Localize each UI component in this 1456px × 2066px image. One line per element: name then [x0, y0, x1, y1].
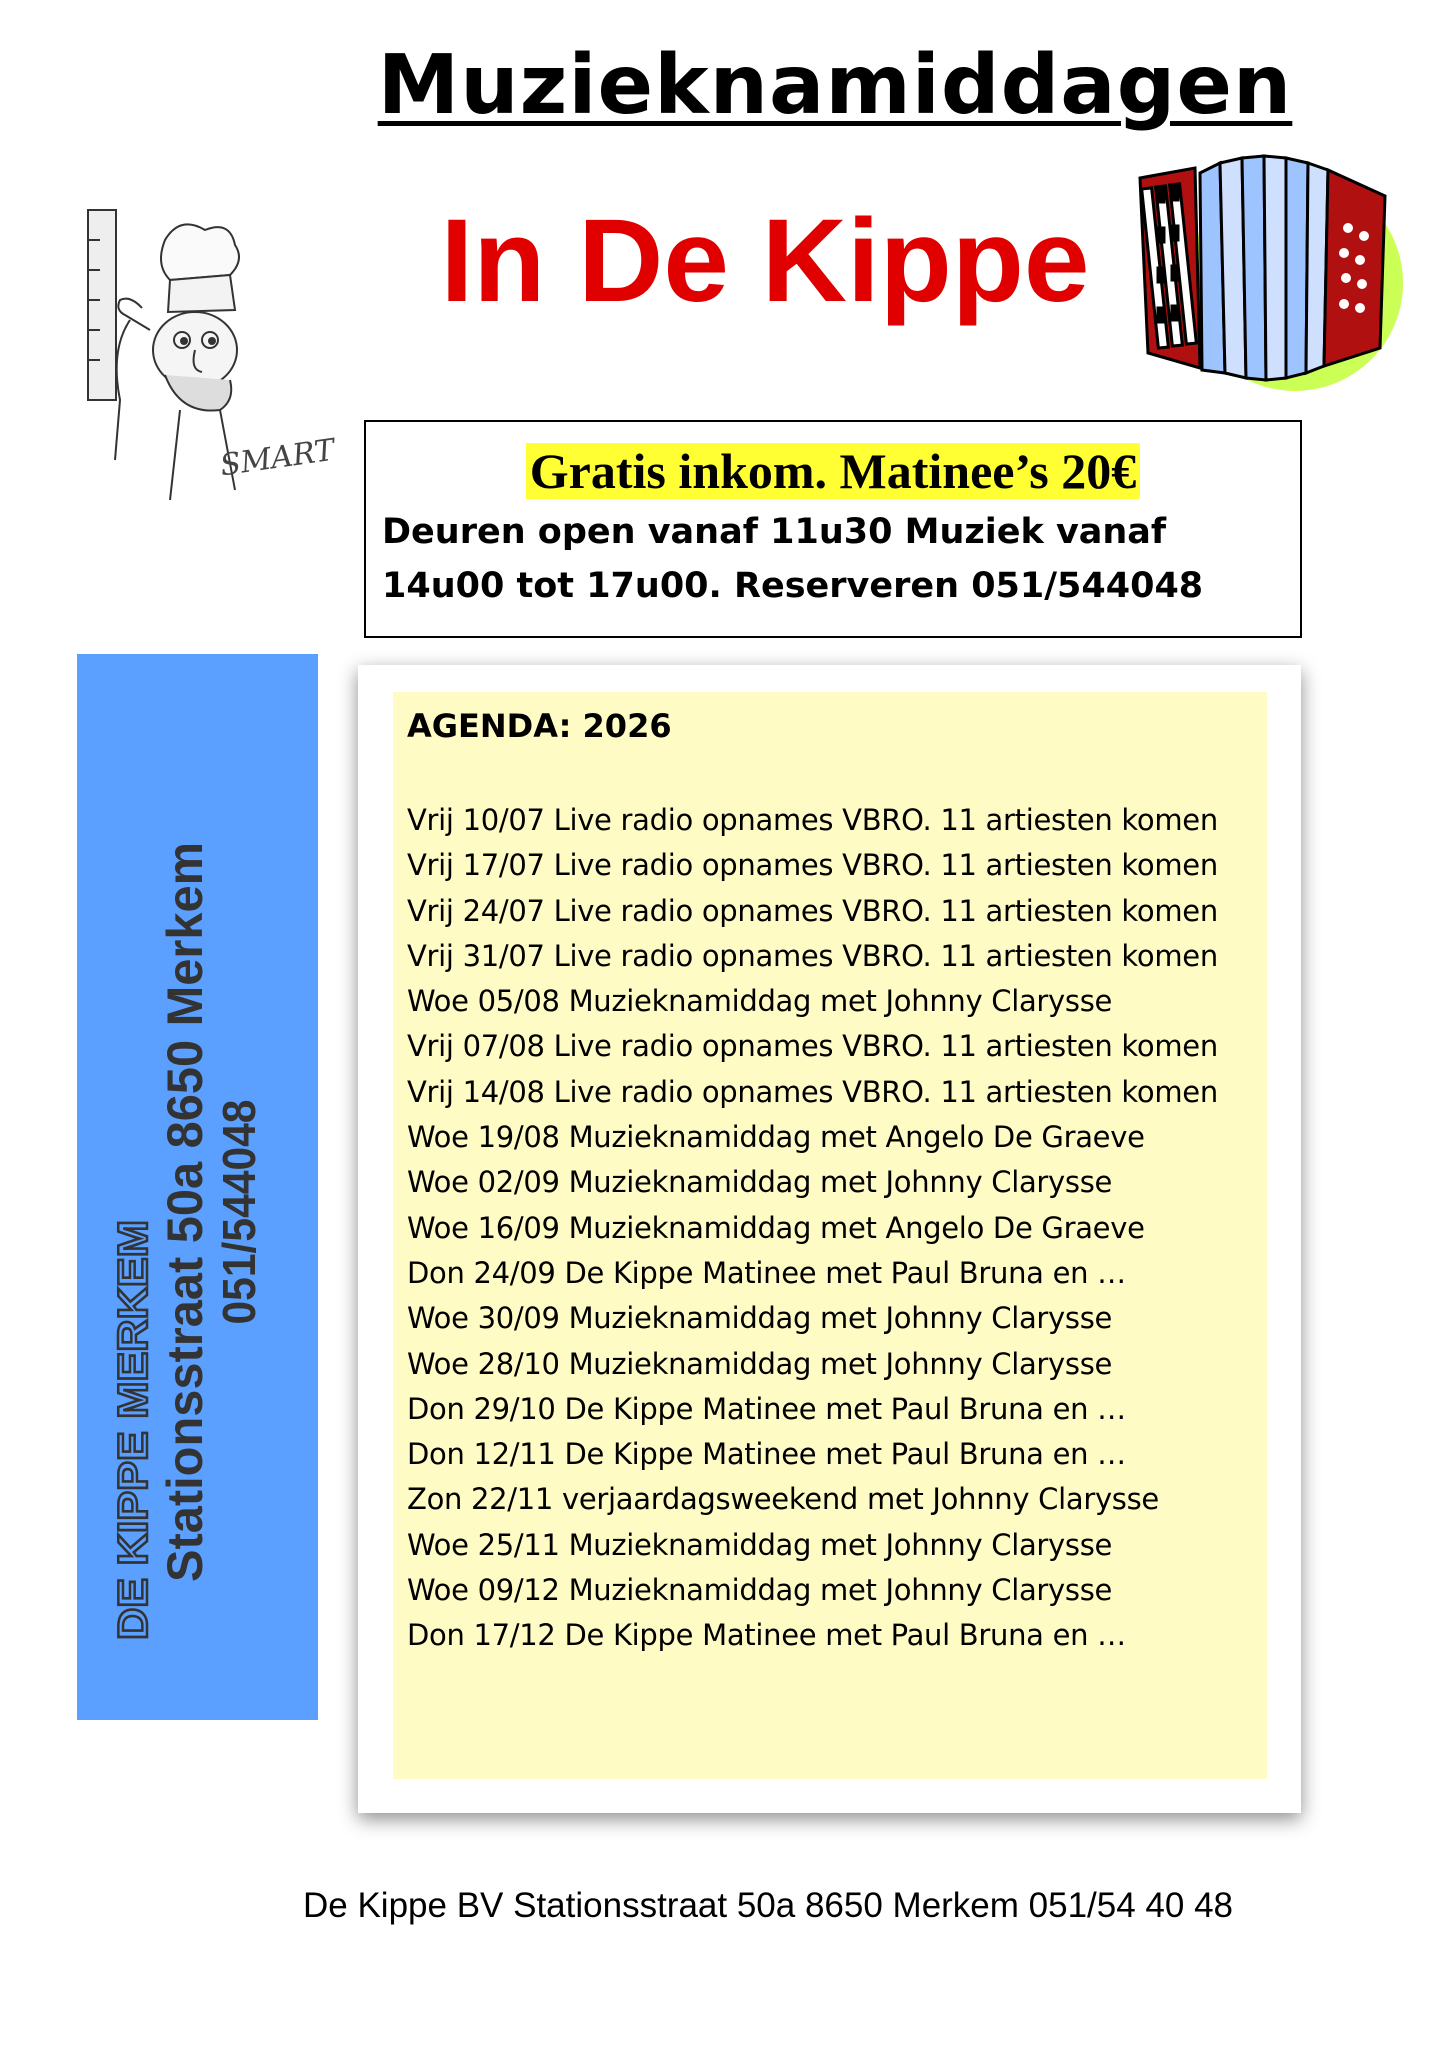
chef-signature: SMART [218, 432, 337, 484]
agenda-item: Woe 19/08 Muzieknamiddag met Angelo De Graeve [407, 1120, 1145, 1155]
chef-sketch-icon [70, 200, 337, 510]
agenda-item: Woe 16/09 Muzieknamiddag met Angelo De Graeve [407, 1210, 1145, 1245]
agenda-item: Don 24/09 De Kippe Matinee met Paul Bruna en … [407, 1255, 1126, 1290]
agenda-list [407, 798, 1218, 1659]
agenda-item: Vrij 31/07 Live radio opnames VBRO. 11 artiesten komen [407, 938, 1218, 973]
opening-hours-line-2: 14u00 tot 17u00. Reserveren 051/544048 [382, 566, 1204, 606]
agenda-item: Don 29/10 De Kippe Matinee met Paul Bruna en … [407, 1391, 1126, 1426]
agenda-heading: AGENDA: 2026 [407, 707, 672, 745]
agenda-item: Woe 02/09 Muzieknamiddag met Johnny Clarysse [407, 1165, 1113, 1200]
page-subtitle: In De Kippe [440, 195, 1090, 327]
agenda-item: Vrij 10/07 Live radio opnames VBRO. 11 artiesten komen [407, 803, 1218, 837]
agenda-item: Woe 25/11 Muzieknamiddag met Johnny Clarysse [407, 1527, 1113, 1562]
agenda-item: Don 12/11 De Kippe Matinee met Paul Bruna en … [407, 1437, 1126, 1472]
agenda-item: Zon 22/11 verjaardagsweekend met Johnny Clarysse [407, 1482, 1159, 1517]
price-highlight: Gratis inkom. Matinee’s 20€ [526, 443, 1140, 499]
agenda-item: Vrij 24/07 Live radio opnames VBRO. 11 artiesten komen [407, 893, 1218, 928]
agenda-item: Vrij 14/08 Live radio opnames VBRO. 11 artiesten komen [407, 1074, 1218, 1109]
agenda-item: Woe 28/10 Muzieknamiddag met Johnny Clarysse [407, 1346, 1113, 1381]
agenda-item: Woe 05/08 Muzieknamiddag met Johnny Clarysse [407, 984, 1113, 1019]
price-line [366, 442, 1300, 500]
agenda-panel [393, 692, 1267, 1779]
agenda-item: Woe 09/12 Muzieknamiddag met Johnny Clarysse [407, 1573, 1113, 1608]
accordion-icon [1130, 148, 1400, 398]
agenda-item: Vrij 17/07 Live radio opnames VBRO. 11 artiesten komen [407, 848, 1218, 883]
sidebar-address: Stationsstraat 50a 8650 Merkem [157, 823, 213, 1582]
page-title: Muzieknamiddagen [377, 38, 1293, 133]
opening-hours-line-1: Deuren open vanaf 11u30 Muziek vanaf [382, 512, 1167, 552]
sidebar-panel [77, 654, 318, 1720]
sidebar-name: DE KIPPE MERKEM [109, 1245, 156, 1640]
sidebar-phone: 051/544048 [213, 1081, 265, 1325]
footer-address: De Kippe BV Stationsstraat 50a 8650 Merkem 051/54 40 48 [302, 1886, 1234, 1925]
agenda-item: Woe 30/09 Muzieknamiddag met Johnny Clarysse [407, 1301, 1113, 1336]
agenda-item: Don 17/12 De Kippe Matinee met Paul Bruna en … [407, 1618, 1126, 1653]
info-box [364, 420, 1302, 638]
agenda-item: Vrij 07/08 Live radio opnames VBRO. 11 artiesten komen [407, 1029, 1218, 1064]
